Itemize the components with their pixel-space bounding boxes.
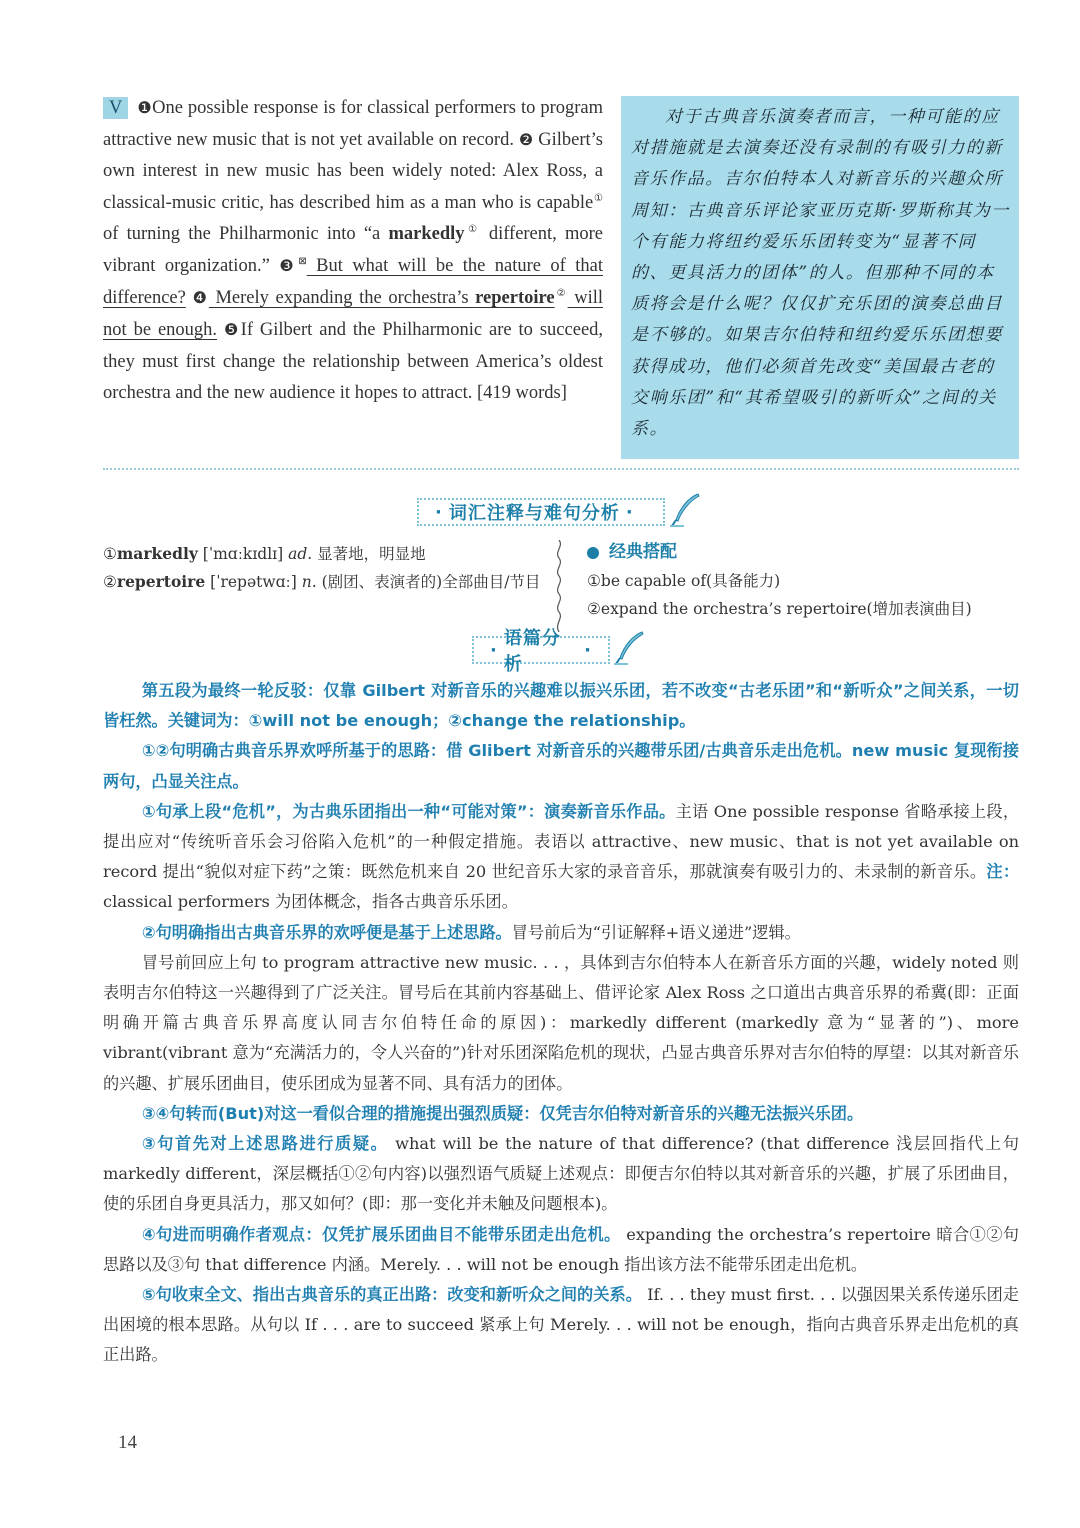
sentence-2c: different, more vibrant organization.”: [103, 223, 603, 277]
vocab-section-title: · 词汇注释与难句分析 ·: [417, 498, 665, 526]
vocab-word: repertoire: [116, 572, 206, 591]
highlight-text: ⑤句收束全文、指出古典音乐的真正出路：改变和新听众之间的关系。: [141, 1285, 642, 1305]
analysis-paragraph: [103, 1099, 1019, 1129]
vocab-number: ②: [103, 573, 117, 591]
keyword-markedly: markedly: [388, 223, 465, 244]
analysis-section-label: 语篇分析: [503, 628, 561, 675]
vocab-pronunciation: [ˈmɑːkɪdlɪ]: [197, 545, 289, 563]
sentence-number: ❷: [518, 130, 534, 150]
sentence-4a: Merely expanding the orchestra’s: [208, 288, 476, 309]
highlight-text: 第五段为最终一轮反驳：仅靠 Gilbert 对新音乐的兴趣难以振兴乐团，若不改变“古老乐团”和“新听众”之间关系，一切皆枉然。关键词为：①will not be enough；②change the relationship。: [103, 681, 1019, 731]
body-text: 主语 One possible response 省略承接上段，提出应对“传统听音乐会习俗陷入危机”的一种假定措施。表语以 attractive、new music、that is not yet available on record 提出“貌似对症下药”之策：既然危机来自 20 世纪音乐大家的录音音乐，那就演奏有吸引力的、未录制的新音乐。: [103, 801, 1020, 882]
difficult-sentence-marker: ⊠: [298, 255, 307, 267]
body-text: classical performers 为团体概念，指各古典音乐乐团。: [103, 892, 518, 912]
divider: [103, 468, 1019, 470]
analysis-paragraph: [103, 1280, 1019, 1371]
vocab-item: [103, 540, 543, 568]
body-text: expanding the orchestra’s repertoire 暗合①②句思路以及③句 that difference 内涵。Merely. . . will not be enough 指出该方法不能带乐团走出危机。: [103, 1224, 1019, 1274]
page-number: 14: [118, 1432, 137, 1453]
vocab-list: [103, 540, 543, 596]
body-text: what will be the nature of that difference? (that difference 浅层回指代上句 markedly different，深层概括①②句内容)以强烈语气质疑上述观点：即便吉尔伯特以其对新音乐的兴趣，扩展了乐团曲目，使的乐团自身更具活力，那又如何？(即：那一变化并未触及问题根本)。: [103, 1134, 1019, 1214]
keyword-repertoire: repertoire: [475, 288, 555, 309]
footnote-marker: ②: [554, 288, 568, 300]
highlight-text: 注：: [986, 862, 1020, 882]
highlight-text: ③句首先对上述思路进行质疑。: [141, 1134, 389, 1154]
analysis-paragraph: [103, 1129, 1019, 1220]
footnote-marker: ①: [593, 192, 604, 204]
collocation-item: ①be capable of(具备能力): [587, 571, 781, 590]
vocab-meaning: (剧团、表演者的)全部曲目/节目: [316, 573, 541, 591]
vocab-section-label: 词汇注释与难句分析: [448, 503, 620, 524]
sentence-number: ❹: [192, 288, 209, 308]
sentence-number: ❶: [137, 98, 153, 117]
english-passage: [103, 92, 603, 409]
sentence-number: ❺: [224, 320, 241, 340]
sentence-5: If Gilbert and the Philharmonic are to succeed, they must first change the relationship between America’s oldest orchestra and the new audience it hopes to attract. [419 words]: [103, 320, 604, 403]
highlight-text: ①②句明确古典音乐界欢呼所基于的思路：借 Glibert 对新音乐的兴趣带乐团/古典音乐走出危机。new music 复现衔接两句，凸显关注点。: [103, 741, 1019, 791]
body-text: If. . . they must first. . . 以强因果关系传递乐团走出困境的根本思路。从句以 If . . . are to succeed 紧承上句 Merely. . . will not be enough，指向古典音乐界走出危机的真正出路。: [103, 1285, 1019, 1365]
vocab-pronunciation: [ˈrepətwɑː]: [205, 573, 302, 591]
analysis-paragraph: [103, 948, 1019, 1099]
vocab-number: ①: [103, 545, 117, 563]
translation-text: 对于古典音乐演奏者而言，一种可能的应对措施就是去演奏还没有录制的有吸引力的新音乐作品。吉尔伯特本人对新音乐的兴趣众所周知：古典音乐评论家亚历克斯·罗斯称其为一个有能力将纽约爱乐乐团转变为“显著不同的、更具活力的团体”的人。但那种不同的本质将会是什么呢？仅仅扩充乐团的演奏总曲目是不够的。如果吉尔伯特和纽约爱乐乐团想要获得成功，他们必须首先改变“美国最古老的交响乐团”和“其希望吸引的新听众”之间的关系。: [631, 107, 1011, 440]
vocab-meaning: 显著地，明显地: [312, 545, 426, 563]
collocations: [587, 538, 1027, 624]
footnote-marker: ①: [464, 223, 481, 235]
sentence-4b: will not be enough.: [103, 288, 603, 341]
sentence-2a: Gilbert’s own interest in new music has been widely noted: Alex Ross, a classical-music critic, has described him as a man who is capable: [103, 130, 604, 213]
highlight-text: ③④句转而(But)对这一看似合理的措施提出强烈质疑：仅凭吉尔伯特对新音乐的兴趣无法振兴乐团。: [141, 1103, 864, 1123]
highlight-text: ②句明确指出古典音乐界的欢呼便是基于上述思路。: [141, 922, 512, 942]
collocation-title: 经典搭配: [609, 542, 677, 562]
quill-icon: [668, 492, 702, 528]
collocation-item: ②expand the orchestra’s repertoire(增加表演曲目): [587, 600, 972, 618]
vocab-item: [103, 568, 543, 596]
analysis-paragraph: [103, 918, 1019, 948]
analysis-section-title: · 语篇分析 ·: [472, 636, 610, 664]
vocab-pos: ad.: [288, 545, 313, 563]
body-text: 冒号前后为“引证解释+语义递进”逻辑。: [511, 922, 801, 942]
paragraph-tag: V: [103, 97, 128, 119]
analysis-paragraph: [103, 1220, 1019, 1280]
analysis-paragraph: [103, 736, 1019, 796]
translation-box: [621, 96, 1019, 459]
vocab-word: markedly: [116, 544, 198, 563]
sentence-3: But what will be the nature of that difference?: [103, 256, 603, 309]
highlight-text: ①句承上段“危机”，为古典乐团指出一种“可能对策”：演奏新音乐作品。: [141, 801, 676, 821]
wavy-divider: [552, 540, 566, 632]
body-text: 冒号前回应上句 to program attractive new music. . . ，具体到吉尔伯特本人在新音乐方面的兴趣，widely noted 则表明吉尔伯特这一兴趣得到了广泛关注。冒号后在其前内容基础上、借评论家 Alex Ross 之口道出古典音乐界的希冀(即：正面明确开篇古典音乐界高度认同吉尔伯特任命的原因)：markedly different (markedly 意为“显著的”)、more vibrant(vibrant 意为“充满活力的，令人兴奋的”)针对乐团深陷危机的现状，凸显古典音乐界对吉尔伯特的厚望：以其对新音乐的兴趣、扩展乐团曲目，使乐团成为显著不同、具有活力的团体。: [103, 952, 1019, 1093]
bullet-icon: [587, 547, 599, 559]
highlight-text: ④句进而明确作者观点：仅凭扩展乐团曲目不能带乐团走出危机。: [141, 1224, 621, 1244]
vocab-pos: n.: [301, 573, 317, 591]
sentence-1: One possible response is for classical performers to program attractive new music that is not yet available on record.: [103, 98, 604, 151]
sentence-number: ❸: [279, 256, 299, 276]
analysis-paragraph: [103, 797, 1019, 918]
analysis-paragraph: [103, 676, 1019, 736]
analysis-body: [103, 676, 1019, 1371]
quill-icon: [612, 630, 646, 666]
sentence-2b: of turning the Philharmonic into “a: [103, 223, 389, 244]
